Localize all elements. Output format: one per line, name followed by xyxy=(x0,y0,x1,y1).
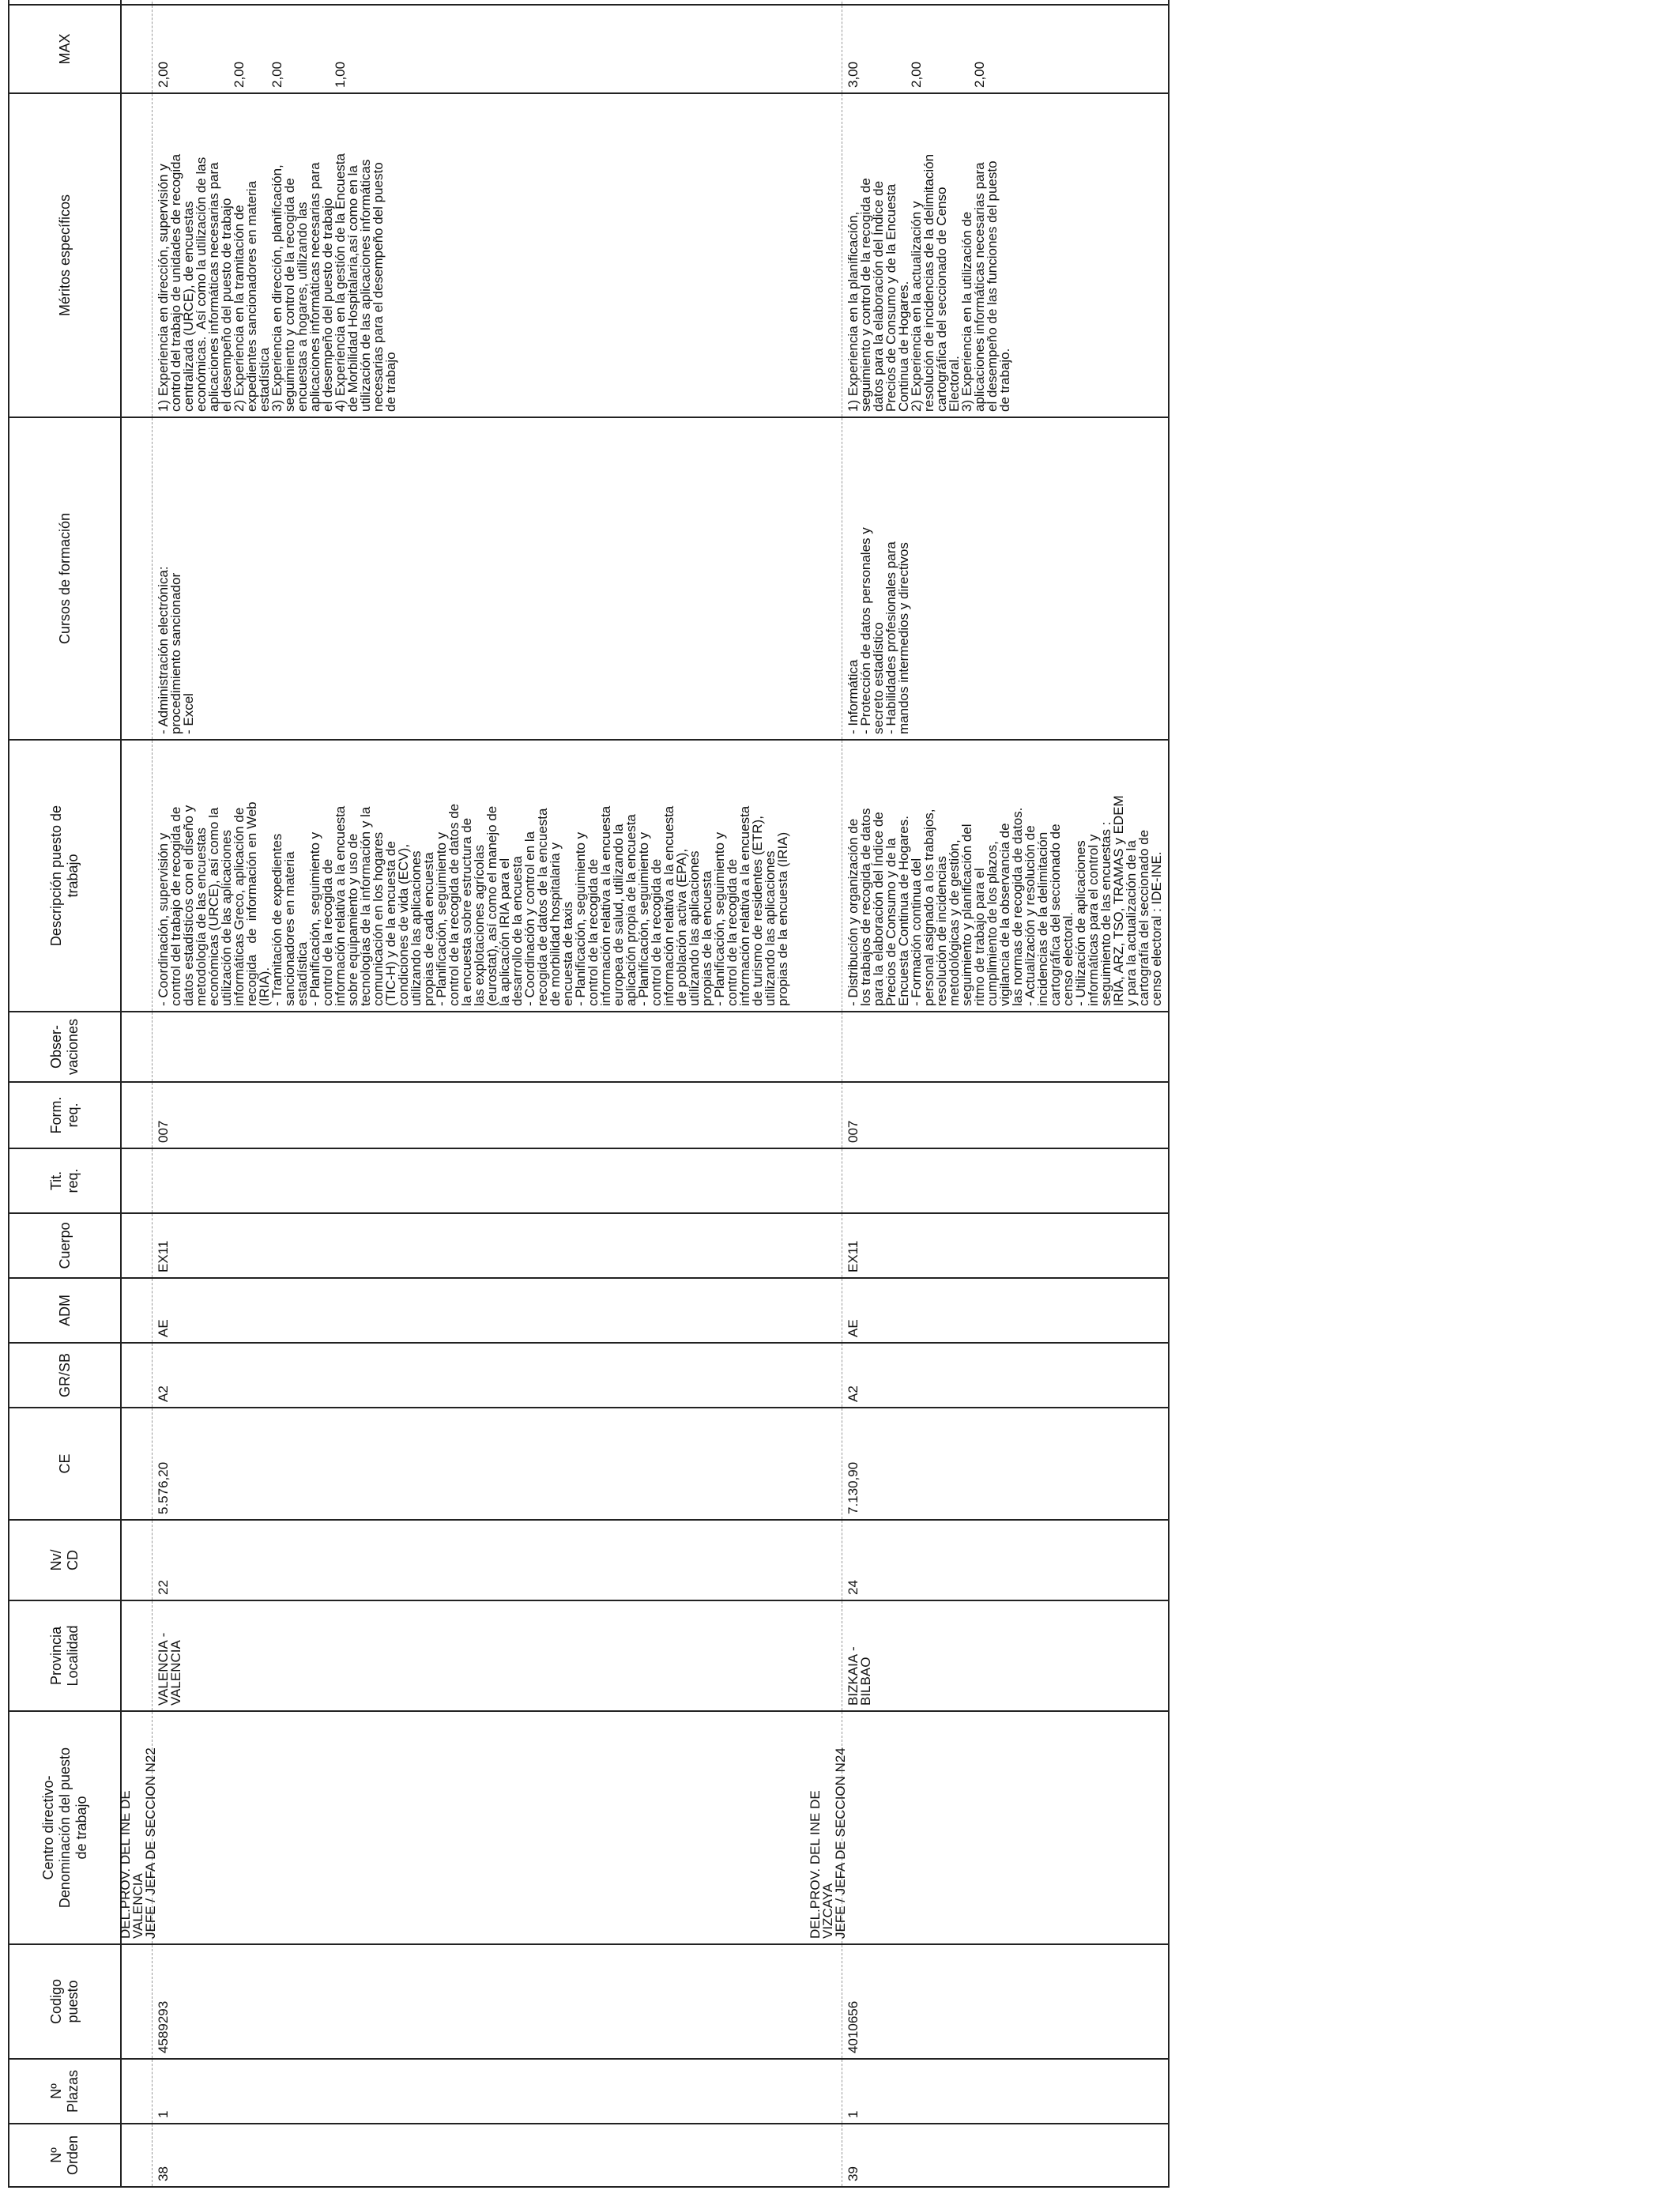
max-score: 1,00 xyxy=(333,61,348,88)
col-grsb-header: GR/SB xyxy=(9,1343,121,1408)
col-cuerpo-header: Cuerpo xyxy=(9,1213,121,1278)
max-score: 2,00 xyxy=(971,61,987,88)
codigo-cell: 4010656 xyxy=(842,1944,1169,2059)
centro-cell xyxy=(807,1711,1169,1944)
col-provincia-header: Provincia Localidad xyxy=(9,1600,121,1711)
ce-cell: 7.130,90 xyxy=(842,1408,1169,1520)
ce-cell: 5.576,20 xyxy=(153,1408,795,1520)
adm-cell: AE xyxy=(842,1278,1169,1343)
titulacion-cell xyxy=(153,1148,795,1213)
grsb-cell: A2 xyxy=(842,1343,1169,1408)
descripcion-cell: - Distribución y organización de los trabajos de recogida de datos para la elaboración del Índice de Precios de Consumo y de la Encuesta Continua de Hogares. - Formación continua del personal asignado a los trabajos, resolución de incidencias metodológicas y de gestión, seguimiento y planificación del ritmo de trabajo para el cumplimiento de los plazos, vigilancia de la observancia de las normas de recogida de datos. - Actualización y resolución de incidencias de la delimitación cartográfica del seccionado de censo electoral. - Utilización de aplicaciones informáticas para el control y seguimiento de las encuestas : IRIA, ARZ, TSO, TRAMAS y EDEM y para la actualización de la cartografía del seccionado de censo electoral : IDE-INE. xyxy=(842,740,1169,1012)
max-score: 2,00 xyxy=(232,61,247,88)
nivel-cell: 22 xyxy=(153,1520,795,1600)
meritos-cell xyxy=(842,93,1169,417)
col-max-header: MAX xyxy=(9,5,121,93)
col-codigo-header: Codigo puesto xyxy=(9,1944,121,2059)
col-plazas-header: Nº Plazas xyxy=(9,2059,121,2124)
descripcion-cell: - Coordinación, supervisión y control del trabajo de recogida de datos estadísticos con el diseño y metodología de las encuestas económicas (URCE), así como la utilización de las aplicaciones informáticas Greco, aplicación de recogida de información en Web (IRIA). - Tramitación de expedientes sancionadores en materia estadística - Planificación, seguimiento y control de la recogida de información relativa a la encuesta sobre equipamiento y uso de tecnologías de la información y la comunicación en los hogares (TIC-H) y de la encuesta de condiciones de vida (ECV), utilizando las aplicaciones propias de cada encuesta - Planificación, seguimiento y control de la recogida de datos de la encuesta sobre estructura de las explotaciones agrícolas (eurostat), así como el manejo de la aplicación IRIA para el desarrollo de la encuesta - Coordinación y control en la recogida de datos de la encuesta de morbilidad hospitalaria y encuesta de taxis - Planificación, seguimiento y control de la recogida de información relativa a la encuesta europea de salud, utilizando la aplicación propia de la encuesta - Planificación, seguimiento y control de la recogida de información relativa a la encuesta de población activa (EPA), utilizando las aplicaciones propias de la encuesta - Planificación, seguimiento y control de la recogida de información relativa a la encuesta de turismo de residentes (ETR), utilizando las aplicaciones propias de la encuesta (IRIA) xyxy=(153,740,795,1012)
col-descripcion-header: Descripción puesto de trabajo xyxy=(9,740,121,1012)
col-me-header xyxy=(9,0,121,5)
job-positions-table xyxy=(8,0,1170,2188)
orden-cell: 39 xyxy=(842,2124,1169,2187)
max-score: 3,00 xyxy=(845,61,861,88)
plazas-cell: 1 xyxy=(842,2059,1169,2124)
col-orden-header: Nº Orden xyxy=(9,2124,121,2187)
centro-directivo: DEL.PROV. DEL INE DE VALENCIA xyxy=(118,1790,145,1939)
centro-directivo: DEL.PROV. DEL INE DE VIZCAYA xyxy=(807,1790,835,1939)
col-cursos-header: Cursos de formación xyxy=(9,417,121,740)
col-formacion-header: Form. req. xyxy=(9,1082,121,1148)
merito-item: 1) Experiencia en la planificación, seguimiento y control de la recogida de datos para la elaboración del Índice de Precios de Consumo y de la Encuesta Continua de Hogares. xyxy=(845,178,911,412)
nivel-cell: 24 xyxy=(842,1520,1169,1600)
codigo-cell: 4589293 xyxy=(153,1944,795,2059)
header-row xyxy=(9,0,121,2187)
merito-item: 1) Experiencia en dirección, supervisión y control del trabajo de unidades de recogida centralizada (URCE), de encuestas económicas. Así como la utilización de las aplicaciones informáticas necesarias para el desempeño del puesto de trabajo xyxy=(156,153,234,412)
max-score: 2,00 xyxy=(908,61,924,88)
grsb-cell: A2 xyxy=(153,1343,795,1408)
adm-cell: AE xyxy=(153,1278,795,1343)
cuerpo-cell: EX11 xyxy=(842,1213,1169,1278)
observaciones-cell xyxy=(153,1012,795,1082)
max-score: 2,00 xyxy=(269,61,284,88)
max-score: 2,00 xyxy=(156,61,171,88)
formacion-cell: 007 xyxy=(153,1082,795,1148)
table-row xyxy=(153,0,795,2187)
merito-item: 4) Experiencia en la gestión de la Encuesta de Morbilidad Hospitalaria,así como en la utilización de las aplicaciones informáticas necesarias para el desempeño del puesto de trabajo xyxy=(333,153,398,412)
merito-item: 2) Experiencia en la tramitación de expedientes sancionadores en materia estadística xyxy=(232,180,272,412)
plazas-cell: 1 xyxy=(153,2059,795,2124)
provincia-cell: VALENCIA - VALENCIA xyxy=(153,1600,795,1711)
max-cell xyxy=(153,5,795,93)
centro-cell xyxy=(118,1711,795,1944)
table-row xyxy=(842,0,1169,2187)
merito-item: 3) Experiencia en dirección, planificación, seguimiento y control de la recogida de encuestas a hogares, utilizando las aplicaciones informáticas necesarias para el desempeño del puesto de trabajo xyxy=(269,162,335,412)
col-centro-header: Centro directivo- Denominación del puesto de trabajo xyxy=(9,1711,121,1944)
col-titulacion-header: Tit. req. xyxy=(9,1148,121,1213)
col-observaciones-header: Obser- vaciones xyxy=(9,1012,121,1082)
orden-cell: 38 xyxy=(153,2124,795,2187)
formacion-cell: 007 xyxy=(842,1082,1169,1148)
cursos-cell: - Informática - Protección de datos personales y secreto estadístico - Habilidades profesionales para mandos intermedios y directivos xyxy=(842,417,1169,740)
provincia-cell: BIZKAIA - BILBAO xyxy=(842,1600,1169,1711)
observaciones-cell xyxy=(842,1012,1169,1082)
col-nivel-header: Nv/ CD xyxy=(9,1520,121,1600)
titulacion-cell xyxy=(842,1148,1169,1213)
col-adm-header: ADM xyxy=(9,1278,121,1343)
denominacion-puesto: JEFE / JEFA DE SECCION N22 xyxy=(143,1747,158,1939)
cuerpo-cell: EX11 xyxy=(153,1213,795,1278)
merito-item: 2) Experiencia en la actualización y resolución de incidencias de la delimitación cartográfica del seccionado de Censo Electoral. xyxy=(908,153,962,412)
merito-item: 3) Experiencia en la utilización de aplicaciones informáticas necesarias para el desempeño de las funciones del puesto de trabajo. xyxy=(959,160,1012,412)
meritos-cell xyxy=(153,93,795,417)
col-ce-header: CE xyxy=(9,1408,121,1520)
col-meritos-header: Méritos específicos xyxy=(9,93,121,417)
max-cell xyxy=(842,5,1169,93)
denominacion-puesto: JEFE / JEFA DE SECCION N24 xyxy=(832,1747,848,1939)
cursos-cell: - Administración electrónica: procedimiento sancionador - Excel xyxy=(153,417,795,740)
